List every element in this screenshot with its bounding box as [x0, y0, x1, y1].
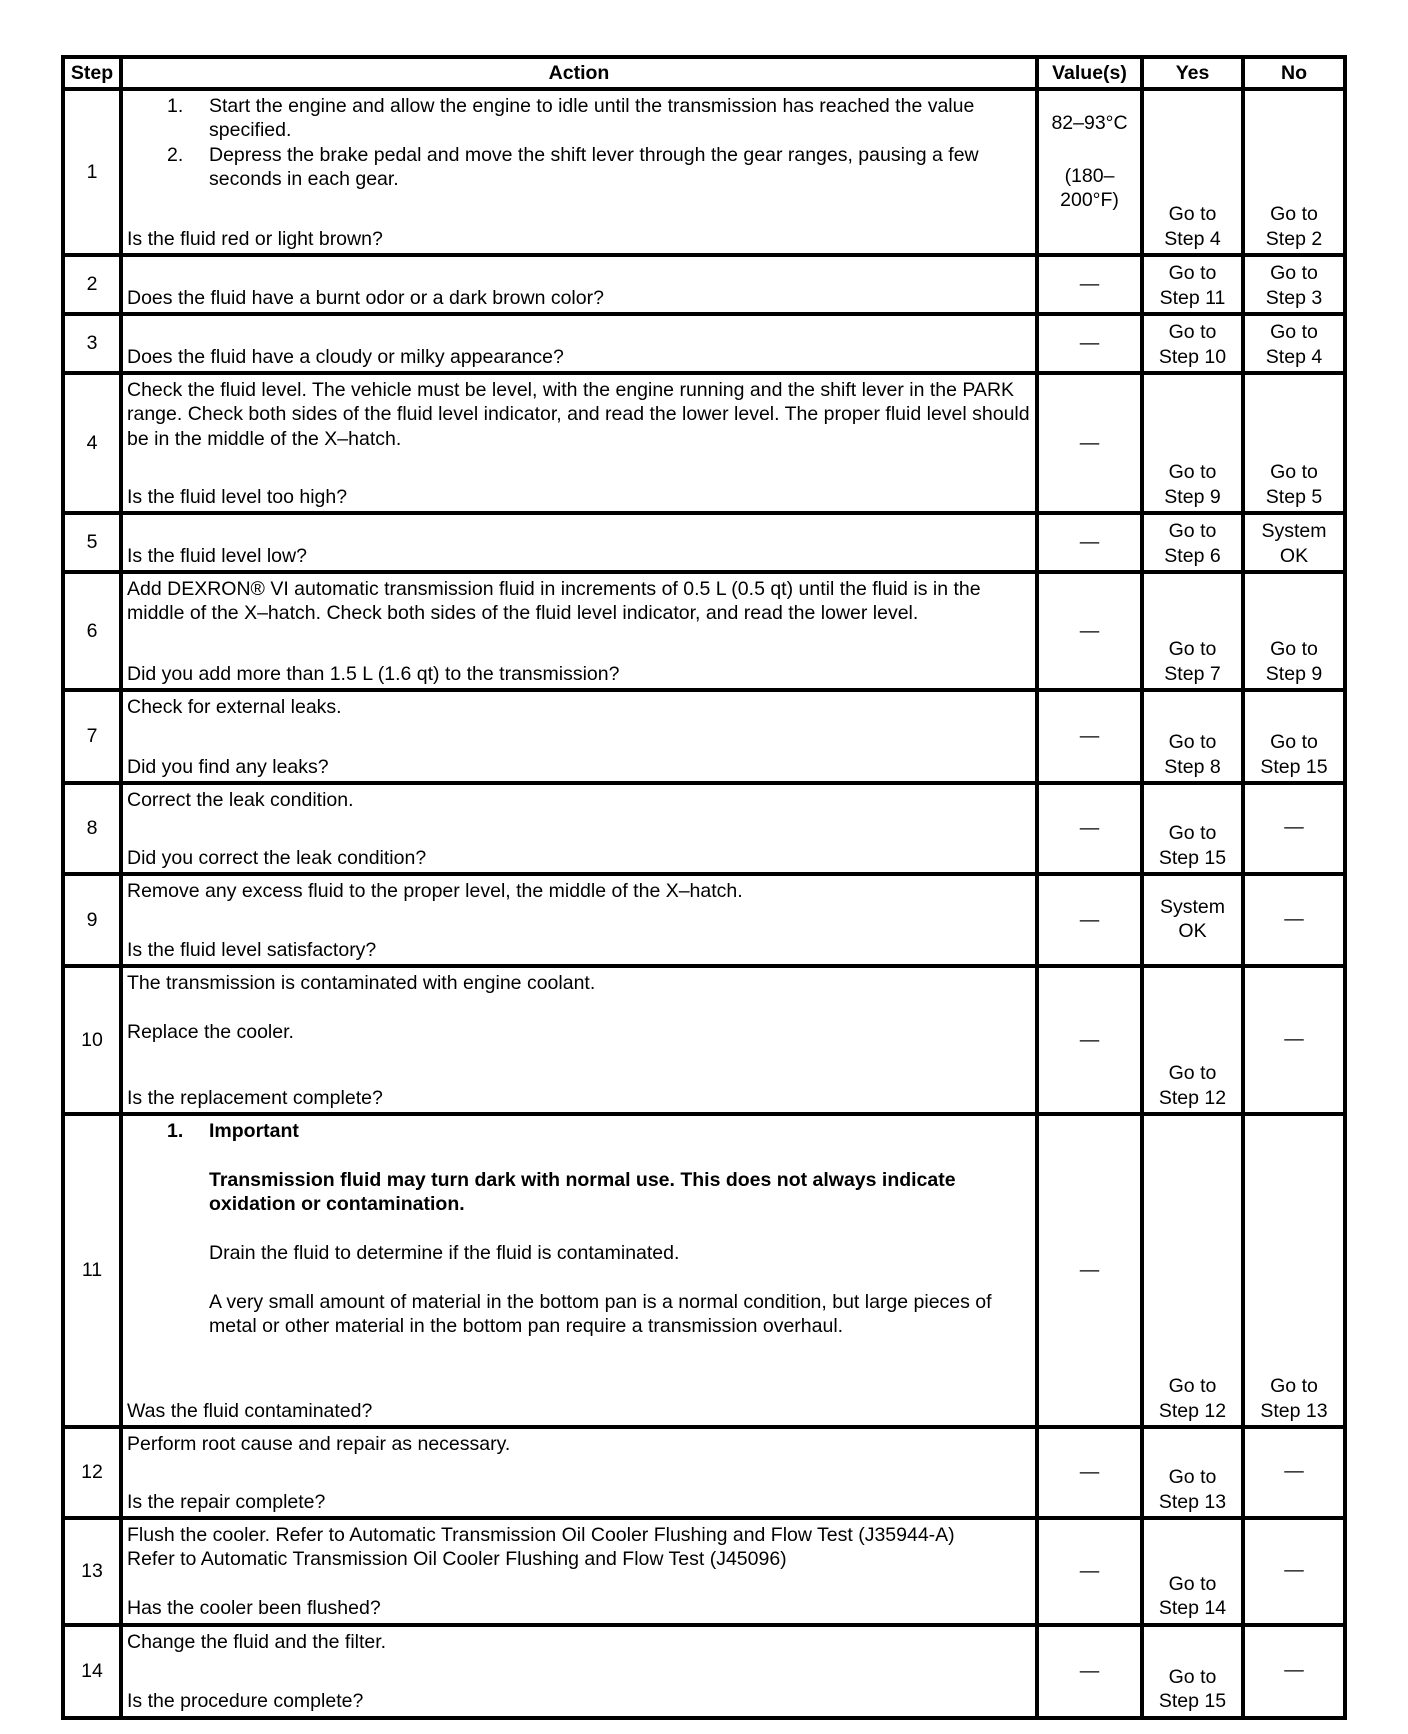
- question-text: Is the fluid level too high?: [127, 485, 348, 508]
- no-result: —: [1243, 783, 1345, 874]
- step-number: 12: [63, 1427, 121, 1518]
- action-cell: [121, 690, 1037, 783]
- action-content: [123, 574, 1035, 688]
- action-content: [123, 375, 1035, 511]
- yes-result: Go to Step 9: [1142, 373, 1243, 513]
- yes-result: Go to Step 6: [1142, 513, 1243, 572]
- table-row: [63, 314, 1345, 373]
- action-cell: [121, 1518, 1037, 1625]
- table-row: [63, 572, 1345, 690]
- list-text: Important: [209, 1120, 299, 1142]
- yes-result: System OK: [1142, 874, 1243, 966]
- action-content: [123, 1116, 1035, 1425]
- action-cell: [121, 966, 1037, 1114]
- question-text: Has the cooler been flushed?: [127, 1597, 381, 1620]
- yes-result: Go to Step 14: [1142, 1518, 1243, 1625]
- action-content: [123, 257, 1035, 312]
- list-item: [127, 143, 1031, 192]
- action-text: Flush the cooler. Refer to Automatic Transmission Oil Cooler Flushing and Flow Test (J35944-A): [127, 1524, 955, 1546]
- header-yes: Yes: [1142, 57, 1243, 89]
- spacer: [127, 1572, 1031, 1596]
- value-cell: [1037, 255, 1142, 314]
- no-result: Go to Step 13: [1243, 1114, 1345, 1427]
- step-number: 7: [63, 690, 121, 783]
- no-result: Go to Step 4: [1243, 314, 1345, 373]
- action-content: [123, 968, 1035, 1112]
- list-item: [127, 94, 1031, 143]
- action-text: Perform root cause and repair as necessary.: [127, 1433, 511, 1455]
- spacer: [127, 192, 1031, 216]
- value-text: —: [1079, 431, 1100, 454]
- step-number: 14: [63, 1625, 121, 1718]
- value-text: —: [1079, 1461, 1100, 1484]
- list-number: 2.: [167, 143, 184, 166]
- action-text: Replace the cooler.: [127, 1020, 294, 1043]
- value-text: —: [1079, 1659, 1100, 1682]
- action-cell: [121, 1427, 1037, 1518]
- action-text: Drain the fluid to determine if the fluid is contaminated.: [209, 1242, 680, 1264]
- spacer: [127, 626, 1031, 650]
- value-cell: [1037, 89, 1142, 255]
- no-result: —: [1243, 966, 1345, 1114]
- action-cell: [121, 513, 1037, 572]
- spacer: [127, 1339, 1031, 1363]
- value-text: 82–93°C: [1051, 112, 1128, 135]
- question-text: Was the fluid contaminated?: [127, 1399, 373, 1422]
- question-text: Is the procedure complete?: [127, 1690, 364, 1713]
- spacer: [127, 1654, 1031, 1678]
- action-cell: [121, 89, 1037, 255]
- list-text: Depress the brake pedal and move the shift lever through the gear ranges, pausing a few seconds in each gear.: [209, 143, 979, 191]
- action-cell: [121, 255, 1037, 314]
- action-cell: [121, 1625, 1037, 1718]
- action-content: [123, 316, 1035, 371]
- question-text: Did you find any leaks?: [127, 755, 329, 778]
- value-text: —: [1079, 1259, 1100, 1282]
- question-text: Is the fluid level low?: [127, 544, 307, 567]
- spacer: [127, 1456, 1031, 1480]
- value-cell: [1037, 1114, 1142, 1427]
- table-row: [63, 874, 1345, 966]
- value-text: —: [1079, 817, 1100, 840]
- table-row: [63, 1427, 1345, 1518]
- action-cell: [121, 1114, 1037, 1427]
- action-text: Remove any excess fluid to the proper level, the middle of the X–hatch.: [127, 880, 743, 902]
- value-cell: [1037, 966, 1142, 1114]
- action-text: Add DEXRON® VI automatic transmission fluid in increments of 0.5 L (0.5 qt) until the fluid is in the middle of the X–hatch. Check both sides of the fluid level indicator, and read the lower level.: [127, 578, 981, 625]
- action-text: Refer to Automatic Transmission Oil Cooler Flushing and Flow Test (J45096): [127, 1548, 787, 1571]
- value-text: —: [1079, 619, 1100, 642]
- value-text: —: [1079, 273, 1100, 296]
- action-content: [123, 1520, 1035, 1623]
- spacer: [127, 451, 1031, 475]
- no-result: System OK: [1243, 513, 1345, 572]
- value-cell: [1037, 1518, 1142, 1625]
- question-text: Did you add more than 1.5 L (1.6 qt) to the transmission?: [127, 662, 620, 685]
- no-result: Go to Step 3: [1243, 255, 1345, 314]
- list-item: [127, 1119, 1031, 1143]
- step-number: 10: [63, 966, 121, 1114]
- header-values: Value(s): [1037, 57, 1142, 89]
- spacer: [127, 719, 1031, 743]
- no-result: —: [1243, 874, 1345, 966]
- action-content: [123, 1627, 1035, 1716]
- no-result: Go to Step 2: [1243, 89, 1345, 255]
- value-cell: [1037, 314, 1142, 373]
- table-row: [63, 373, 1345, 513]
- value-text: —: [1079, 332, 1100, 355]
- value-cell: [1037, 572, 1142, 690]
- value-text: —: [1079, 1560, 1100, 1583]
- step-number: 3: [63, 314, 121, 373]
- action-content: [123, 1429, 1035, 1516]
- table-row: [63, 966, 1345, 1114]
- action-content: [123, 785, 1035, 872]
- yes-result: Go to Step 10: [1142, 314, 1243, 373]
- question-text: Does the fluid have a burnt odor or a dark brown color?: [127, 286, 604, 309]
- action-text: A very small amount of material in the bottom pan is a normal condition, but large pieces of metal or other material in the bottom pan require a transmission overhaul.: [209, 1290, 992, 1338]
- header-row: [63, 57, 1345, 89]
- action-content: [123, 515, 1035, 570]
- value-text: —: [1079, 531, 1100, 554]
- action-text: Change the fluid and the filter.: [127, 1630, 387, 1653]
- value-cell: [1037, 874, 1142, 966]
- table-row: [63, 1625, 1345, 1718]
- action-text: [127, 995, 1031, 1019]
- value-cell: [1037, 1625, 1142, 1718]
- action-text: Transmission fluid may turn dark with normal use. This does not always indicate oxidation or contamination.: [209, 1168, 956, 1216]
- action-cell: [121, 373, 1037, 513]
- action-cell: [121, 572, 1037, 690]
- header-step: Step: [63, 57, 121, 89]
- question-text: Is the fluid red or light brown?: [127, 227, 383, 250]
- action-text: Check for external leaks.: [127, 696, 342, 718]
- table-row: [63, 89, 1345, 255]
- table-row: [63, 513, 1345, 572]
- action-cell: [121, 783, 1037, 874]
- yes-result: Go to Step 15: [1142, 783, 1243, 874]
- step-number: 2: [63, 255, 121, 314]
- question-text: Does the fluid have a cloudy or milky appearance?: [127, 345, 564, 368]
- yes-result: Go to Step 12: [1142, 966, 1243, 1114]
- yes-result: Go to Step 12: [1142, 1114, 1243, 1427]
- list-number: 1.: [167, 95, 184, 117]
- action-text: Check the fluid level. The vehicle must be level, with the engine running and the shift lever in the PARK range. Check both sides of the fluid level indicator, and read the lower level. The proper fluid level should be in the middle of the X–hatch.: [127, 379, 1030, 450]
- value-text: —: [1079, 725, 1100, 748]
- no-result: —: [1243, 1427, 1345, 1518]
- diagnostic-table: [61, 55, 1347, 1720]
- step-number: 13: [63, 1518, 121, 1625]
- step-number: 8: [63, 783, 121, 874]
- spacer: [127, 812, 1031, 836]
- action-content: [123, 692, 1035, 781]
- step-number: 4: [63, 373, 121, 513]
- spacer: [127, 903, 1031, 927]
- yes-result: Go to Step 7: [1142, 572, 1243, 690]
- spacer: [127, 1044, 1031, 1068]
- value-text: —: [1079, 1028, 1100, 1051]
- yes-result: Go to Step 11: [1142, 255, 1243, 314]
- table-row: [63, 1518, 1345, 1625]
- no-result: —: [1243, 1518, 1345, 1625]
- action-cell: [121, 874, 1037, 966]
- yes-result: Go to Step 4: [1142, 89, 1243, 255]
- value-cell: [1037, 1427, 1142, 1518]
- list-text: Start the engine and allow the engine to idle until the transmission has reached the value specified.: [209, 95, 975, 142]
- question-text: Is the repair complete?: [127, 1490, 326, 1513]
- list-number: 1.: [167, 1120, 184, 1142]
- value-text: (180–200°F): [1060, 164, 1119, 212]
- question-text: Is the replacement complete?: [127, 1086, 383, 1109]
- no-result: Go to Step 15: [1243, 690, 1345, 783]
- table-body: [63, 89, 1345, 1718]
- step-number: 1: [63, 89, 121, 255]
- action-cell: [121, 314, 1037, 373]
- yes-result: Go to Step 15: [1142, 1625, 1243, 1718]
- action-text: Correct the leak condition.: [127, 789, 354, 811]
- action-content: [123, 876, 1035, 964]
- value-text: —: [1079, 908, 1100, 931]
- yes-result: Go to Step 13: [1142, 1427, 1243, 1518]
- value-cell: [1037, 373, 1142, 513]
- question-text: Is the fluid level satisfactory?: [127, 938, 377, 961]
- step-number: 9: [63, 874, 121, 966]
- action-text: [127, 1217, 1031, 1241]
- action-text: [127, 1265, 1031, 1289]
- table-row: [63, 1114, 1345, 1427]
- action-text: [127, 1143, 1031, 1167]
- step-number: 6: [63, 572, 121, 690]
- table-row: [63, 255, 1345, 314]
- no-result: —: [1243, 1625, 1345, 1718]
- table-row: [63, 783, 1345, 874]
- value-cell: [1037, 690, 1142, 783]
- no-result: Go to Step 5: [1243, 373, 1345, 513]
- question-text: Did you correct the leak condition?: [127, 846, 427, 869]
- no-result: Go to Step 9: [1243, 572, 1345, 690]
- yes-result: Go to Step 8: [1142, 690, 1243, 783]
- step-number: 5: [63, 513, 121, 572]
- header-no: No: [1243, 57, 1345, 89]
- table-row: [63, 690, 1345, 783]
- action-content: [123, 91, 1035, 253]
- value-cell: [1037, 783, 1142, 874]
- header-action: Action: [121, 57, 1037, 89]
- step-number: 11: [63, 1114, 121, 1427]
- action-text: The transmission is contaminated with engine coolant.: [127, 972, 596, 994]
- value-cell: [1037, 513, 1142, 572]
